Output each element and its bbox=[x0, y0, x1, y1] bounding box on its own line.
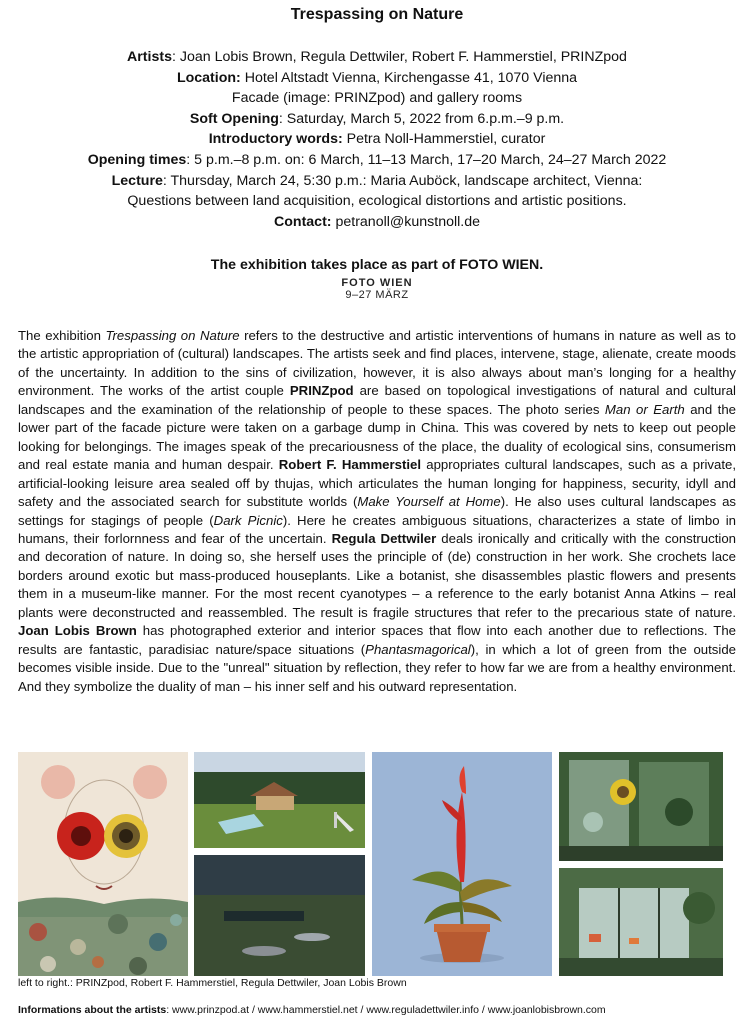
soft-opening-value: : Saturday, March 5, 2022 from 6.p.m.–9 p.m. bbox=[278, 110, 565, 127]
location-label: Location: bbox=[176, 69, 241, 86]
brown-reflection-image-top bbox=[559, 752, 723, 861]
body-text: are based on topological investigations of natural and cultural landscapes and the examination of the relationship of people to these spaces. The photo series bbox=[18, 383, 736, 417]
body-text: has photographed exterior and interior spaces that flow into each another due to reflections. The results are fantastic, paradisiac nature/space situations ( bbox=[18, 623, 736, 657]
soft-opening-line bbox=[0, 109, 754, 130]
contact-label: Contact: bbox=[273, 213, 332, 230]
body-text: refers to the destructive and artistic interventions of humans in nature as well as to the artistic appropriation of (cultural) landscapes. The artists seek and find places, intervene, stage, alienate, create moods of the uncertainty. In addition to the sins of civilization, however, it is also always about man’s longing for a healthy environment. The works of the artist couple bbox=[18, 328, 736, 399]
contact-line bbox=[0, 212, 754, 233]
intro-value: Petra Noll-Hammerstiel, curator bbox=[342, 131, 546, 148]
body-artist-dettwiler: Regula Dettwiler bbox=[331, 530, 437, 546]
body-text: deals ironically and critically with the construction and decoration of nature. In doing so, she herself uses the principle of (de) construction in her work. She crochets lace borders around exotic but mass-produced houseplants. Like a botanist, she disassembles plastic flowers and presents them in a museum-like manner. For the most recent cyanotypes – a reference to the early botanist Anna Atkins – real plants were deconstructed and reassembled. The result is fragile structures that refer to the precarious state of nature. bbox=[18, 530, 736, 620]
exhibition-description bbox=[18, 327, 736, 696]
foto-wien-line: The exhibition takes place as part of FOTO WIEN. bbox=[210, 257, 544, 273]
artists-label: Artists bbox=[127, 49, 172, 65]
body-text: ). He also uses cultural landscapes as settings for stagings of people ( bbox=[18, 494, 737, 528]
facade-line: Facade (image: PRINZpod) and gallery rooms bbox=[231, 90, 523, 107]
body-text: appropriates cultural landscapes, such as a private, artificial-looking leisure area sealed off by thujas, which articulates the human longing for happiness, security, idyll and safety and the associated search for substitute worlds ( bbox=[18, 457, 736, 510]
soft-opening-label: Soft Opening bbox=[189, 110, 279, 127]
body-title-italic: Trespassing on Nature bbox=[105, 328, 240, 343]
opening-value: : 5 p.m.–8 p.m. on: 6 March, 11–13 March, 17–20 March, 24–27 March 2022 bbox=[186, 151, 667, 168]
body-artist-prinzpod: PRINZpod bbox=[289, 383, 354, 399]
lecture-line bbox=[0, 171, 754, 192]
contact-email[interactable]: petranoll@kunstnoll.de bbox=[331, 213, 481, 230]
foto-wien-logo bbox=[330, 277, 424, 301]
prinzpod-artwork-image bbox=[18, 752, 188, 976]
intro-label: Introductory words: bbox=[208, 131, 343, 148]
foto-wien-logo-dates: 9–27 MÄRZ bbox=[345, 289, 409, 301]
hammerstiel-dark-picnic-image bbox=[194, 855, 365, 976]
exhibition-title: Trespassing on Nature bbox=[290, 6, 464, 23]
artist-links-footer bbox=[18, 1004, 606, 1016]
body-text: ). Here he creates ambiguous situations, characterizes a state of limbo in humans, their forlornness and fear of the uncertain. bbox=[18, 512, 736, 546]
body-text: and the lower part of the facade picture were taken on a garbage dump in China. This was covered by nets to keep out people looking for belongings. The images speak of the precariousness of the place, the duality of ecological sins, consumerism and real estate mania and human despair. bbox=[18, 401, 736, 473]
lecture-value: : Thursday, March 24, 5:30 p.m.: Maria Auböck, landscape architect, Vienna: bbox=[162, 172, 643, 189]
body-series-italic: Man or Earth bbox=[604, 401, 685, 417]
body-series-italic: Make Yourself at Home bbox=[357, 494, 501, 510]
artists-value: : Joan Lobis Brown, Regula Dettwiler, Robert F. Hammerstiel, PRINZpod bbox=[171, 49, 627, 65]
body-artist-brown: Joan Lobis Brown bbox=[18, 623, 137, 639]
footer-label: Informations about the artists bbox=[18, 1004, 167, 1016]
introductory-line bbox=[0, 129, 754, 150]
image-caption: left to right.: PRINZpod, Robert F. Hammerstiel, Regula Dettwiler, Joan Lobis Brown bbox=[18, 977, 407, 989]
exhibition-info bbox=[0, 47, 754, 232]
lecture-label: Lecture bbox=[111, 172, 163, 189]
location-line bbox=[0, 68, 754, 89]
body-series-italic: Phantasmagorical bbox=[365, 641, 471, 657]
location-value: Hotel Altstadt Vienna, Kirchengasse 41, 1070 Vienna bbox=[240, 69, 578, 86]
artists-line bbox=[0, 47, 754, 68]
opening-times-line bbox=[0, 150, 754, 171]
dettwiler-plant-image bbox=[372, 752, 552, 976]
body-text: The exhibition bbox=[18, 328, 106, 343]
brown-reflection-image-bottom bbox=[559, 868, 723, 976]
footer-links[interactable]: : www.prinzpod.at / www.hammerstiel.net / www.reguladettwiler.info / www.joanlobisbrown.com bbox=[166, 1004, 606, 1016]
foto-wien-logo-name: FOTO WIEN bbox=[341, 277, 413, 289]
opening-label: Opening times bbox=[87, 151, 187, 168]
body-artist-hammerstiel: Robert F. Hammerstiel bbox=[278, 457, 422, 473]
body-text: ), in which a lot of green from the outside becomes visible inside. Due to the "unreal" situation by reflection, they refer to how far we are from a healthy environment. And they symbolize the duality of man – his inner self and his outward representation. bbox=[18, 641, 736, 694]
hammerstiel-house-image bbox=[194, 752, 365, 848]
body-series-italic: Dark Picnic bbox=[213, 512, 283, 528]
lecture-line-2: Questions between land acquisition, ecological distortions and artistic positions. bbox=[127, 193, 627, 210]
